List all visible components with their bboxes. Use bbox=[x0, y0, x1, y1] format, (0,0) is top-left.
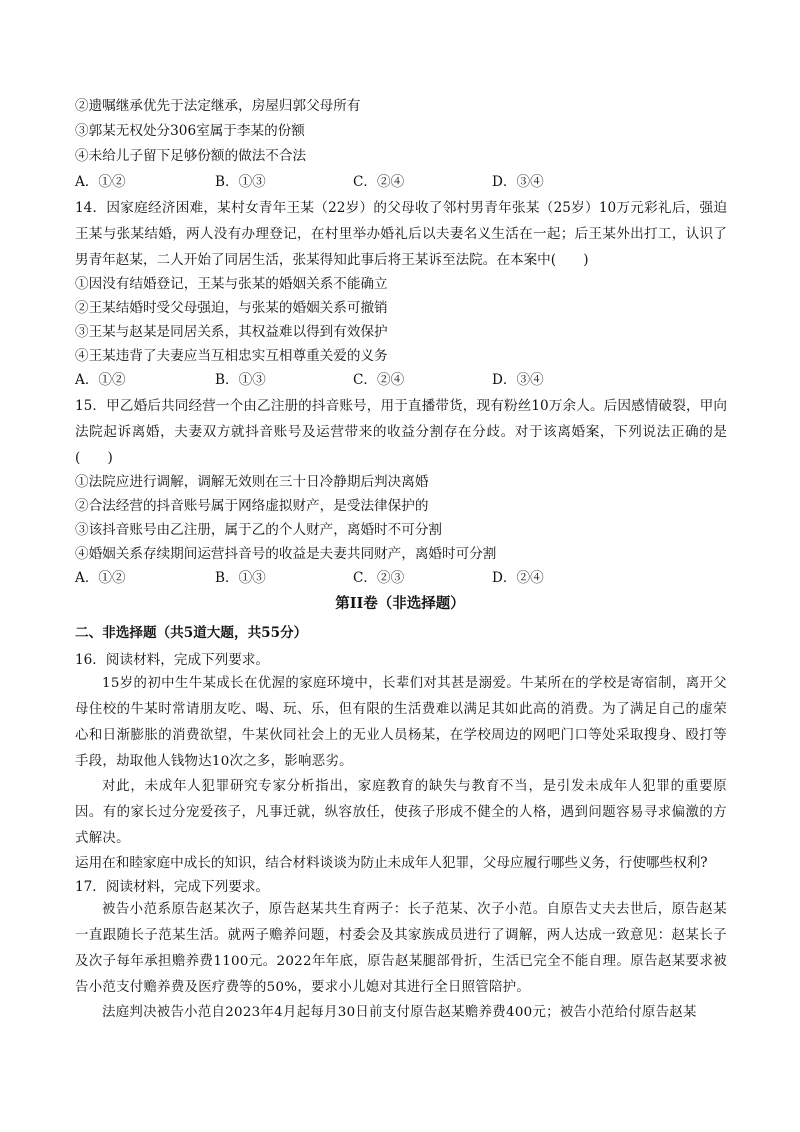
q14-item-1: ①因没有结婚登记，王某与张某的婚姻关系不能确立 bbox=[75, 276, 388, 292]
q16-material-2: 对此，未成年人犯罪研究专家分析指出，家庭教育的缺失与教育不当，是引发未成年人犯罪的重要原因。有的家长过分宠爱孩子，凡事迁就，纵容放任，使孩子形成不健全的人格，遇到问题容易寻求偏激的方式解决。 bbox=[75, 779, 727, 846]
q14-stem: 14．因家庭经济困难，某村女青年王某（22岁）的父母收了邻村男青年张某（25岁）10万元彩礼后，强迫王某与张某结婚，两人没有办理登记，在村里举办婚礼后以夫妻名义生活在一起；后王某外出打工，认识了男青年赵某，二人开始了同居生活，张某得知此事后将王某诉至法院。在本案中( ) bbox=[75, 200, 727, 268]
q14-option-a[interactable]: A．①② bbox=[75, 372, 126, 388]
q16-question: 运用在和睦家庭中成长的知识，结合材料谈谈为防止未成年人犯罪，父母应履行哪些义务，行使哪些权利? bbox=[75, 855, 708, 871]
q17-material-1: 被告小范系原告赵某次子，原告赵某共生育两子：长子范某、次子小范。自原告丈夫去世后，原告赵某一直跟随长子范某生活。就两子赡养问题，村委会及其家族成员进行了调解，两人达成一致意见：赵某长子及次子每年承担赡养费1100元。2022年年底，原告赵某腿部骨折，生活已完全不能自理。原告赵某要求被告小范支付赡养费及医疗费等的50%，要求小儿媳对其进行全日照管陪护。 bbox=[75, 902, 727, 995]
q13-option-b[interactable]: B．①③ bbox=[215, 174, 266, 190]
q13-option-c[interactable]: C．②④ bbox=[353, 174, 405, 190]
q16-stem: 16．阅读材料，完成下列要求。 bbox=[75, 652, 270, 668]
q13-item-3: ③郭某无权处分306室属于李某的份额 bbox=[75, 123, 305, 139]
q14-item-3: ③王某与赵某是同居关系，其权益难以得到有效保护 bbox=[75, 324, 388, 340]
q13-option-a[interactable]: A．①② bbox=[75, 174, 126, 190]
q15-item-1: ①法院应进行调解，调解无效则在三十日冷静期后判决离婚 bbox=[75, 474, 429, 490]
q17-stem: 17．阅读材料，完成下列要求。 bbox=[75, 879, 270, 895]
q15-option-d[interactable]: D．②④ bbox=[492, 570, 544, 586]
q13-option-d[interactable]: D．③④ bbox=[492, 174, 544, 190]
q14-item-2: ②王某结婚时受父母强迫，与张某的婚姻关系可撤销 bbox=[75, 300, 388, 316]
q15-item-2: ②合法经营的抖音账号属于网络虚拟财产，是受法律保护的 bbox=[75, 498, 429, 514]
q15-options bbox=[75, 568, 635, 588]
q13-item-2: ②遗嘱继承优先于法定继承，房屋归郭父母所有 bbox=[75, 98, 361, 114]
q14-options bbox=[75, 370, 635, 390]
q13-options bbox=[75, 172, 635, 192]
q15-stem: 15．甲乙婚后共同经营一个由乙注册的抖音账号，用于直播带货，现有粉丝10万余人。后因感情破裂，甲向法院起诉离婚，夫妻双方就抖音账号及运营带来的收益分割存在分歧。对于该离婚案，下列说法正确的是( ) bbox=[75, 398, 727, 466]
q14-option-b[interactable]: B．①③ bbox=[215, 372, 266, 388]
q13-item-4: ④未给儿子留下足够份额的做法不合法 bbox=[75, 148, 307, 164]
q14-option-d[interactable]: D．③④ bbox=[492, 372, 544, 388]
q16-material-1: 15岁的初中生牛某成长在优渥的家庭环境中，长辈们对其甚是溺爱。牛某所在的学校是寄宿制，离开父母住校的牛某时常请朋友吃、喝、玩、乐，但有限的生活费难以满足其如此高的消费。为了满足自己的虚荣心和日渐膨胀的消费欲望，牛某伙同社会上的无业人员杨某，在学校周边的网吧门口等处采取搜身、殴打等手段，劫取他人钱物达10次之多，影响恶劣。 bbox=[75, 676, 727, 769]
q17-material-2: 法庭判决被告小范自2023年4月起每月30日前支付原告赵某赡养费400元；被告小范给付原告赵某 bbox=[102, 1005, 697, 1020]
q15-item-3: ③该抖音账号由乙注册，属于乙的个人财产，离婚时不可分割 bbox=[75, 522, 443, 538]
q15-option-c[interactable]: C．②③ bbox=[353, 570, 405, 586]
q14-item-4: ④王某违背了夫妻应当互相忠实互相尊重关爱的义务 bbox=[75, 348, 388, 364]
volume-title: 第II卷（非选择题） bbox=[335, 595, 465, 612]
q15-item-4: ④婚姻关系存续期间运营抖音号的收益是夫妻共同财产，离婚时可分割 bbox=[75, 546, 497, 562]
q15-option-a[interactable]: A．①② bbox=[75, 570, 126, 586]
q15-option-b[interactable]: B．①③ bbox=[215, 570, 266, 586]
section-heading: 二、非选择题（共5道大题，共55分） bbox=[75, 625, 308, 641]
q14-option-c[interactable]: C．②④ bbox=[353, 372, 405, 388]
